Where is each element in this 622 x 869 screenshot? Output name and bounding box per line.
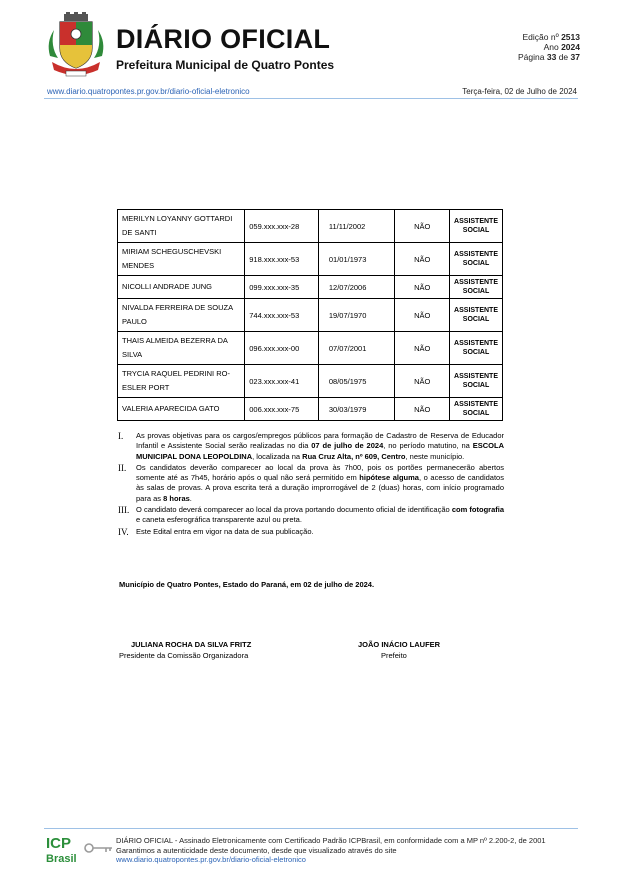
candidate-name: THAIS ALMEIDA BEZERRA DA SILVA [118, 332, 245, 365]
candidate-cpf: 744.xxx.xxx-53 [245, 299, 319, 332]
page-of: de [558, 52, 569, 62]
municipality-subtitle: Prefeitura Municipal de Quatro Pontes [116, 58, 335, 72]
candidate-name: MERILYN LOYANNY GOTTARDI DE SANTI [118, 210, 245, 243]
svg-text:Brasil: Brasil [46, 853, 77, 864]
signatory-2-role: Prefeito [381, 651, 407, 660]
candidate-pcd: NÃO [395, 299, 450, 332]
candidate-cpf: 099.xxx.xxx-35 [245, 276, 319, 299]
candidate-pcd: NÃO [395, 210, 450, 243]
closing-statement: Município de Quatro Pontes, Estado do Paraná, em 02 de julho de 2024. [119, 580, 375, 589]
item-ii: II. Os candidatos deverão comparecer ao local da prova às 7h00, pois os portões permanecerão abertos somente até as 7h45, horário após o qual não será permitido em hipótese alguma, o acesso de candidatos às salas de provas. A prova escrita terá a duração improrrogável de 2 (duas) horas, com início programado para as 8 horas. [118, 462, 504, 503]
table-row [118, 398, 503, 421]
candidate-birthdate: 30/03/1979 [318, 398, 395, 421]
icp-brasil-logo [46, 834, 116, 864]
candidate-birthdate: 07/07/2001 [318, 332, 395, 365]
candidate-cpf: 096.xxx.xxx-00 [245, 332, 319, 365]
table-row [118, 332, 503, 365]
header-site-link[interactable]: www.diario.quatropontes.pr.gov.br/diario-oficial-eletronico [47, 87, 250, 96]
candidate-birthdate: 19/07/1970 [318, 299, 395, 332]
candidate-pcd: NÃO [395, 365, 450, 398]
footer-line-2: Garantimos a autenticidade deste documento, desde que visualizado através do site [116, 845, 397, 855]
candidate-birthdate: 12/07/2006 [318, 276, 395, 299]
item-i: I. As provas objetivas para os cargos/empregos públicos para formação de Cadastro de Reserva de Educador Infantil e Assistente Social serão realizadas no dia 07 de julho de 2024, no período matutino, na ESCOLA MUNICIPAL DONA LEOPOLDINA, localizada na Rua Cruz Alta, nº 609, Centro, neste município. [118, 431, 504, 461]
svg-text:ICP: ICP [46, 835, 72, 852]
candidate-position: ASSISTENTE SOCIAL [450, 276, 503, 299]
page-total: 37 [570, 52, 580, 62]
item-iv: IV. Este Edital entra em vigor na data de sua publicação. [118, 526, 314, 537]
footer-text [116, 836, 546, 865]
candidate-position: ASSISTENTE SOCIAL [450, 332, 503, 365]
candidate-name: MIRIAM SCHEGUSCHEVSKI MENDES [118, 243, 245, 276]
candidate-position: ASSISTENTE SOCIAL [450, 243, 503, 276]
candidate-cpf: 023.xxx.xxx-41 [245, 365, 319, 398]
page-current: 33 [546, 52, 557, 62]
edition-number: 2513 [561, 32, 580, 42]
year-value: 2024 [561, 42, 580, 52]
candidate-pcd: NÃO [395, 332, 450, 365]
municipal-crest-logo [44, 12, 108, 78]
signatory-1-name: JULIANA ROCHA DA SILVA FRITZ [131, 640, 252, 649]
edition-info [518, 32, 580, 62]
item-iii: III. O candidato deverá comparecer ao local da prova portando documento oficial de identificação com fotografia e caneta esferográfica transparente azul ou preta. [118, 505, 504, 525]
signatory-2-name: JOÃO INÁCIO LAUFER [358, 640, 441, 649]
table-row [118, 365, 503, 398]
candidate-cpf: 006.xxx.xxx-75 [245, 398, 319, 421]
year-label: Ano [543, 42, 559, 52]
candidate-name: NICOLLI ANDRADE JUNG [118, 276, 245, 299]
candidate-cpf: 059.xxx.xxx-28 [245, 210, 319, 243]
item-number: IV. [118, 526, 129, 537]
item-number: II. [118, 462, 127, 473]
candidate-name: TRYCIA RAQUEL PEDRINI RO- ESLER PORT [118, 365, 245, 398]
candidate-position: ASSISTENTE SOCIAL [450, 299, 503, 332]
candidate-pcd: NÃO [395, 243, 450, 276]
candidate-pcd: NÃO [395, 276, 450, 299]
item-number: III. [118, 505, 130, 516]
candidates-table [117, 209, 503, 421]
candidate-position: ASSISTENTE SOCIAL [450, 210, 503, 243]
footer-site-link[interactable]: www.diario.quatropontes.pr.gov.br/diario-oficial-eletronico [116, 855, 306, 864]
edition-label: Edição nº [522, 32, 559, 42]
table-row [118, 299, 503, 332]
candidate-name: NIVALDA FERREIRA DE SOUZA PAULO [118, 299, 245, 332]
candidate-position: ASSISTENTE SOCIAL [450, 365, 503, 398]
table-row [118, 243, 503, 276]
candidate-birthdate: 11/11/2002 [318, 210, 395, 243]
table-row [118, 276, 503, 299]
item-number: I. [118, 431, 124, 441]
candidate-birthdate: 08/05/1975 [318, 365, 395, 398]
candidate-birthdate: 01/01/1973 [318, 243, 395, 276]
footer-line-1: DIÁRIO OFICIAL - Assinado Eletronicamente com Certificado Padrão ICPBrasil, em conformidade com a MP nº 2.200-2, de 2001 [116, 836, 546, 845]
page-label: Página [518, 52, 545, 62]
candidate-cpf: 918.xxx.xxx-53 [245, 243, 319, 276]
candidate-position: ASSISTENTE SOCIAL [450, 398, 503, 421]
table-row [118, 210, 503, 243]
edital-items [117, 431, 504, 538]
signatory-1-role: Presidente da Comissão Organizadora [119, 651, 249, 660]
header-divider [44, 98, 578, 99]
publication-date: Terça-feira, 02 de Julho de 2024 [462, 87, 577, 96]
candidate-name: VALERIA APARECIDA GATO [118, 398, 245, 421]
newspaper-title: DIÁRIO OFICIAL [116, 24, 331, 54]
candidate-pcd: NÃO [395, 398, 450, 421]
footer-divider [44, 828, 578, 829]
